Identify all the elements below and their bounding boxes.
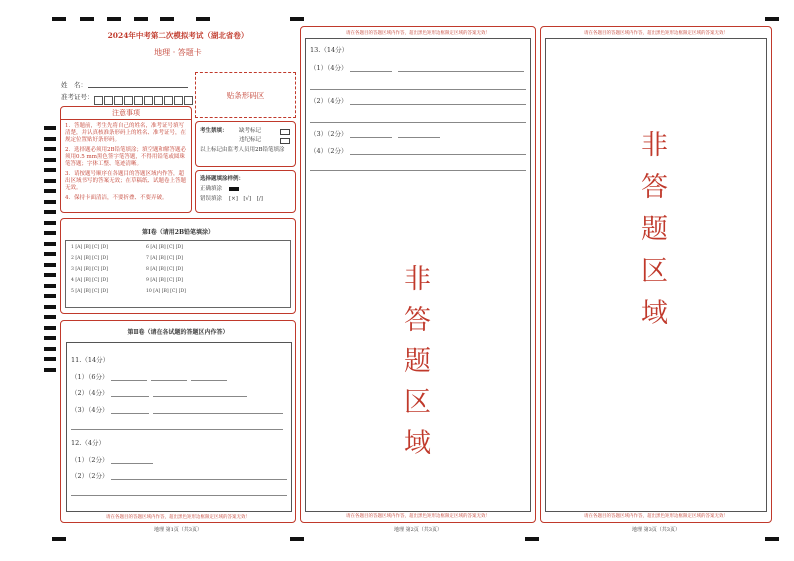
name-field[interactable] [88, 87, 188, 88]
name-label: 姓 名： [61, 81, 87, 89]
q12-2-label: （2）（2分） [71, 472, 109, 480]
violation-checkbox[interactable] [280, 138, 290, 144]
q12-2-line-b[interactable] [71, 495, 287, 496]
q11-head: 11.（14分） [71, 356, 110, 364]
side-timing-mark [44, 305, 56, 309]
q12-1-line[interactable] [111, 463, 153, 464]
page-footer: 地理 第1页（共3页） [154, 527, 202, 533]
q13-head: 13.（14分） [310, 46, 349, 54]
side-timing-mark [44, 252, 56, 256]
side-timing-mark [44, 294, 56, 298]
q13-1-label: （1）（4分） [310, 64, 348, 72]
notice-title: 注意事项 [61, 107, 191, 120]
sample-box [195, 170, 296, 213]
non-answer-char: 题 [404, 346, 431, 377]
mc-row-9[interactable]: 9 [A] [B] [C] [D] [146, 278, 183, 283]
bottom-timing-mark [525, 537, 539, 541]
part1-box [60, 218, 296, 314]
sample-wrong-marks: [×] [√] [/] [229, 196, 263, 202]
q11-1-line-c[interactable] [191, 380, 227, 381]
non-answer-char: 题 [641, 214, 668, 245]
side-timing-mark [44, 273, 56, 277]
mc-grid [65, 240, 291, 308]
q13-1-line-a[interactable] [350, 71, 392, 72]
side-timing-mark [44, 347, 56, 351]
side-timing-mark [44, 221, 56, 225]
sample-wrong-label: 错误填涂 [200, 196, 223, 202]
warning-text: 请在各题目的答题区域内作答，超出黑色矩形边框限定区域的答案无效！ [346, 514, 490, 519]
top-timing-mark [160, 17, 174, 21]
top-timing-mark [107, 17, 121, 21]
side-timing-mark [44, 315, 56, 319]
q13-2-line-b[interactable] [310, 122, 526, 123]
q13-4-line-b[interactable] [310, 170, 526, 171]
warning-text: 请在各题目的答题区域内作答，超出黑色矩形边框限定区域的答案无效！ [584, 514, 728, 519]
q11-2-line-b[interactable] [153, 396, 247, 397]
mc-row-5[interactable]: 5 [A] [B] [C] [D] [71, 289, 108, 294]
side-timing-mark [44, 326, 56, 330]
q11-3-label: （3）（4分） [71, 406, 109, 414]
absent-checkbox[interactable] [280, 129, 290, 135]
q11-3-line-b[interactable] [153, 413, 283, 414]
q11-2-label: （2）（4分） [71, 389, 109, 397]
bottom-timing-mark [290, 537, 304, 541]
q13-2-label: （2）（4分） [310, 97, 348, 105]
candidate-box [195, 121, 296, 167]
top-timing-mark [134, 17, 148, 21]
side-timing-mark [44, 147, 56, 151]
exam-title: 2024年中考第二次模拟考试（湖北省卷） [107, 31, 249, 40]
q12-1-label: （1）（2分） [71, 456, 109, 464]
part2-answer-area [66, 342, 292, 512]
absent-label: 缺考标记 [239, 128, 262, 134]
non-answer-char: 区 [641, 256, 668, 287]
side-timing-mark [44, 263, 56, 267]
page-footer: 地理 第3页（共3页） [632, 527, 680, 533]
side-timing-mark [44, 336, 56, 340]
top-timing-mark [765, 17, 779, 21]
q12-2-line-a[interactable] [111, 479, 287, 480]
side-timing-mark [44, 179, 56, 183]
side-timing-mark [44, 126, 56, 130]
card-subtitle: 地理 · 答题卡 [154, 48, 202, 57]
mc-row-6[interactable]: 6 [A] [B] [C] [D] [146, 245, 183, 250]
sample-title: 选择题填涂样例： [200, 176, 245, 182]
side-timing-mark [44, 158, 56, 162]
q13-3-line-a[interactable] [350, 137, 392, 138]
warning-text: 请在各题目的答题区域内作答，超出黑色矩形边框限定区域的答案无效！ [584, 31, 728, 36]
notice-box [60, 106, 192, 213]
part1-title: 第Ⅰ卷（请用2B铅笔填涂） [141, 229, 215, 236]
non-answer-char: 答 [641, 172, 668, 203]
side-timing-mark [44, 242, 56, 246]
notice-item: 1．答题前，考生先将自己的姓名，准考证号填写清楚，并认真核准条形码上的姓名、准考证号，在规定位置贴好条形码。 [65, 123, 187, 143]
bottom-timing-mark [765, 537, 779, 541]
q13-1-line-b[interactable] [398, 71, 524, 72]
candidate-note: 以上标记由监考人员用2B铅笔填涂 [200, 147, 285, 153]
q13-1-line-c[interactable] [310, 89, 526, 90]
q13-4-line-a[interactable] [350, 154, 526, 155]
barcode-label: 贴条形码区 [226, 91, 265, 100]
non-answer-char: 答 [404, 305, 431, 336]
barcode-area [195, 72, 296, 118]
side-timing-mark [44, 189, 56, 193]
side-timing-mark [44, 137, 56, 141]
candidate-label: 考生禁填： [200, 128, 228, 134]
q11-2-line-a[interactable] [111, 396, 149, 397]
q12-head: 12.（4分） [71, 439, 105, 447]
mc-row-2[interactable]: 2 [A] [B] [C] [D] [71, 256, 108, 261]
part2-title: 第Ⅱ卷（请在各试题的答题区内作答） [127, 329, 229, 336]
side-timing-mark [44, 368, 56, 372]
non-answer-char: 非 [641, 130, 668, 161]
q11-1-line-a[interactable] [111, 380, 147, 381]
side-timing-mark [44, 284, 56, 288]
warning-text: 请在各题目的答题区域内作答，超出黑色矩形边框限定区域的答案无效！ [106, 515, 250, 520]
q13-3-label: （3）（2分） [310, 130, 348, 138]
top-timing-mark [196, 17, 210, 21]
non-answer-char: 域 [641, 298, 668, 329]
top-timing-mark [80, 17, 94, 21]
side-timing-mark [44, 168, 56, 172]
mc-row-4[interactable]: 4 [A] [B] [C] [D] [71, 278, 108, 283]
part2-box [60, 320, 296, 523]
mc-row-8[interactable]: 8 [A] [B] [C] [D] [146, 267, 183, 272]
notice-item: 2．选择题必须用2B铅笔填涂；填空题和解答题必须用0.5 mm黑色签字笔答题，不得用铅笔或圆珠笔答题；字体工整、笔迹清晰。 [65, 147, 187, 167]
page-footer: 地理 第2页（共3页） [394, 527, 442, 533]
mc-row-3[interactable]: 3 [A] [B] [C] [D] [71, 267, 108, 272]
bottom-timing-mark [52, 537, 66, 541]
mc-row-7[interactable]: 7 [A] [B] [C] [D] [146, 256, 183, 261]
side-timing-mark [44, 357, 56, 361]
top-timing-mark [290, 17, 304, 21]
mc-row-1[interactable]: 1 [A] [B] [C] [D] [71, 245, 108, 250]
violation-label: 违纪标记 [239, 137, 262, 143]
side-timing-mark [44, 210, 56, 214]
non-answer-char: 非 [404, 264, 431, 295]
warning-text: 请在各题目的答题区域内作答，超出黑色矩形边框限定区域的答案无效！ [346, 31, 490, 36]
q11-1-label: （1）（6分） [71, 373, 109, 381]
q13-4-label: （4）（2分） [310, 147, 348, 155]
notice-item: 3．请按题号顺序在各题目的答题区域内作答，超出区域书写的答案无效；在草稿纸、试题卷上答题无效。 [65, 171, 187, 191]
notice-item: 4．保持卡面清洁，不要折叠、不要弄破。 [65, 195, 168, 201]
correct-fill-mark [229, 187, 239, 191]
side-timing-mark [44, 200, 56, 204]
q13-3-line-b[interactable] [398, 137, 440, 138]
q11-3-line-a[interactable] [111, 413, 149, 414]
q11-3-line-c[interactable] [71, 429, 283, 430]
q13-2-line-a[interactable] [350, 104, 526, 105]
non-answer-char: 区 [404, 387, 431, 418]
ticket-label: 准考证号： [61, 93, 94, 101]
top-timing-mark [52, 17, 66, 21]
non-answer-char: 域 [404, 428, 431, 459]
mc-row-10[interactable]: 10 [A] [B] [C] [D] [146, 289, 186, 294]
q11-1-line-b[interactable] [151, 380, 187, 381]
sample-correct-label: 正确填涂 [200, 186, 223, 192]
side-timing-mark [44, 231, 56, 235]
